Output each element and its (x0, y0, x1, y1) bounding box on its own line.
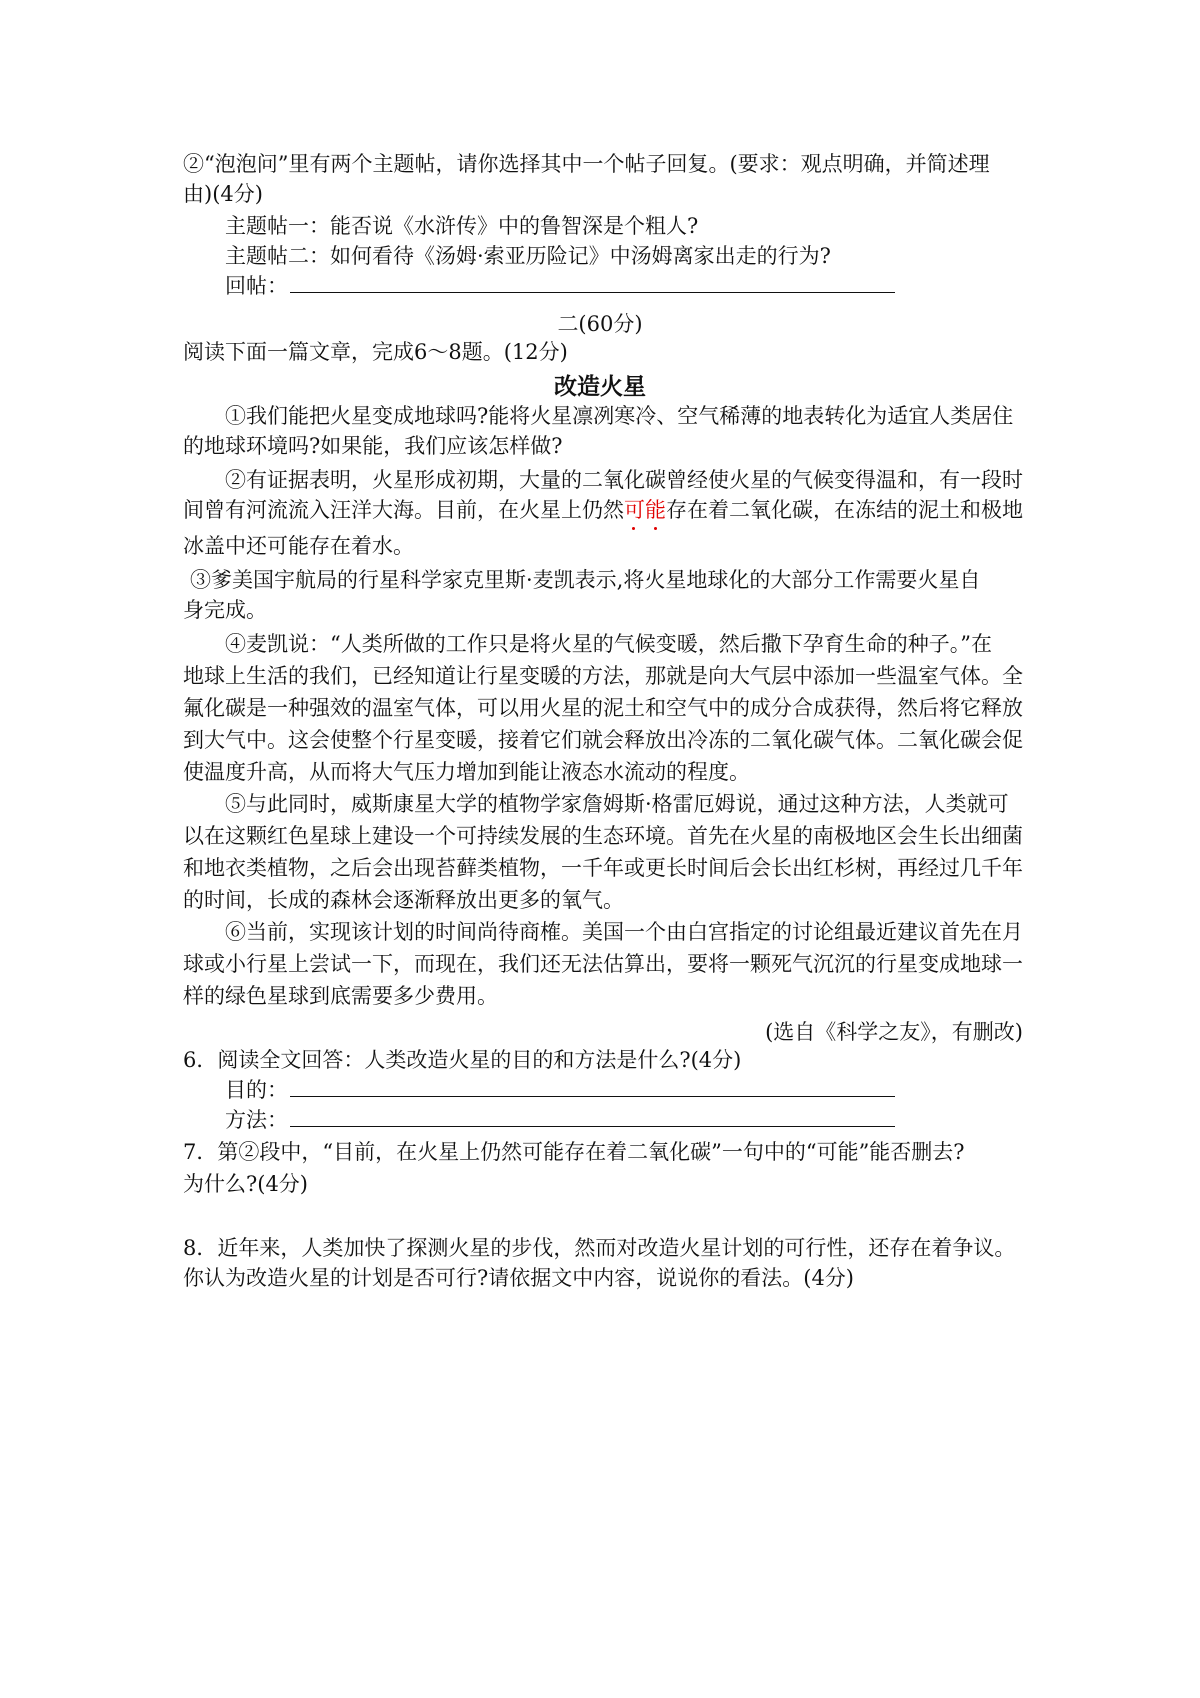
topic-post-2: 主题帖二：如何看待《汤姆·索亚历险记》中汤姆离家出走的行为? (225, 244, 831, 268)
paragraph-6-line: 球或小行星上尝试一下，而现在，我们还无法估算出，要将一颗死气沉沉的行星变成地球一 (183, 952, 1023, 976)
reply-label: 回帖： (225, 274, 288, 298)
paragraph-4-line: 氟化碳是一种强效的温室气体，可以用火星的泥土和空气中的成分合成获得，然后将它释放 (183, 696, 1023, 720)
paragraph-4-line: 使温度升高，从而将大气压力增加到能让液态水流动的程度。 (183, 760, 750, 784)
paragraph-2-line: 冰盖中还可能存在着水。 (183, 534, 414, 558)
paragraph-1-line: ①我们能把火星变成地球吗?能将火星凛冽寒冷、空气稀薄的地表转化为适宜人类居住 (225, 404, 1014, 428)
paragraph-4-line: ④麦凯说：“人类所做的工作只是将火星的气候变暖，然后撒下孕育生命的种子。”在 (225, 632, 992, 656)
reply-answer-blank[interactable] (290, 272, 895, 293)
paragraph-2-text: 存在着二氧化碳，在冻结的泥土和极地 (666, 498, 1023, 522)
paragraph-5-line: 的时间，长成的森林会逐渐释放出更多的氧气。 (183, 888, 624, 912)
article-title: 改造火星 (554, 374, 646, 400)
paragraph-6-line: ⑥当前，实现该计划的时间尚待商榷。美国一个由白宫指定的讨论组最近建议首先在月 (225, 920, 1023, 944)
paragraph-5-line: 以在这颗红色星球上建设一个可持续发展的生态环境。首先在火星的南极地区会生长出细菌 (183, 824, 1023, 848)
question-7-line: 7．第②段中，“目前，在火星上仍然可能存在着二氧化碳”一句中的“可能”能否删去? (183, 1140, 965, 1164)
method-row (225, 1106, 895, 1134)
paragraph-5-line: ⑤与此同时，威斯康星大学的植物学家詹姆斯·格雷厄姆说，通过这种方法，人类就可 (225, 792, 1009, 816)
method-answer-blank[interactable] (290, 1106, 895, 1127)
question-7-line: 为什么?(4分) (183, 1172, 309, 1196)
question-6: 6．阅读全文回答：人类改造火星的目的和方法是什么?(4分) (183, 1048, 742, 1072)
paragraph-4-line: 地球上生活的我们，已经知道让行星变暖的方法，那就是向大气层中添加一些温室气体。全 (183, 664, 1023, 688)
method-label: 方法： (225, 1108, 288, 1132)
paragraph-2-line (183, 496, 1023, 524)
paragraph-2-line: ②有证据表明，火星形成初期，大量的二氧化碳曾经使火星的气候变得温和，有一段时 (225, 468, 1023, 492)
purpose-answer-blank[interactable] (290, 1076, 895, 1097)
topic-post-1: 主题帖一：能否说《水浒传》中的鲁智深是个粗人? (225, 214, 699, 238)
paragraph-5-line: 和地衣类植物，之后会出现苔藓类植物，一千年或更长时间后会长出红杉树，再经过几千年 (183, 856, 1023, 880)
section-heading: 二(60分) (557, 312, 643, 336)
q5-prompt-line2: 由)(4分) (183, 182, 263, 206)
highlighted-word (624, 498, 666, 522)
paragraph-1-line: 的地球环境吗?如果能，我们应该怎样做? (183, 434, 563, 458)
paragraph-2-text: 间曾有河流流入汪洋大海。目前，在火星上仍然 (183, 498, 624, 522)
question-8-line: 8．近年来，人类加快了探测火星的步伐，然而对改造火星计划的可行性，还存在着争议。 (183, 1236, 1016, 1260)
emphasis-dot (654, 527, 657, 530)
paragraph-3-line: ③爹美国宇航局的行星科学家克里斯·麦凯表示,将火星地球化的大部分工作需要火星自 (190, 568, 981, 592)
emphasis-dot (632, 527, 635, 530)
highlighted-word-text: 可能 (624, 498, 666, 522)
q5-prompt-line1: ②“泡泡问”里有两个主题帖，请你选择其中一个帖子回复。(要求：观点明确，并简述理 (183, 152, 990, 176)
purpose-row (225, 1076, 895, 1104)
purpose-label: 目的： (225, 1078, 288, 1102)
question-8-line: 你认为改造火星的计划是否可行?请依据文中内容，说说你的看法。(4分) (183, 1266, 855, 1290)
reading-instructions: 阅读下面一篇文章，完成6～8题。(12分) (183, 340, 568, 364)
reply-row (225, 272, 895, 300)
paragraph-6-line: 样的绿色星球到底需要多少费用。 (183, 984, 498, 1008)
paragraph-4-line: 到大气中。这会使整个行星变暖，接着它们就会释放出冷冻的二氧化碳气体。二氧化碳会促 (183, 728, 1023, 752)
paragraph-3-line: 身完成。 (183, 598, 267, 622)
article-source: (选自《科学之友》，有删改) (765, 1020, 1023, 1044)
